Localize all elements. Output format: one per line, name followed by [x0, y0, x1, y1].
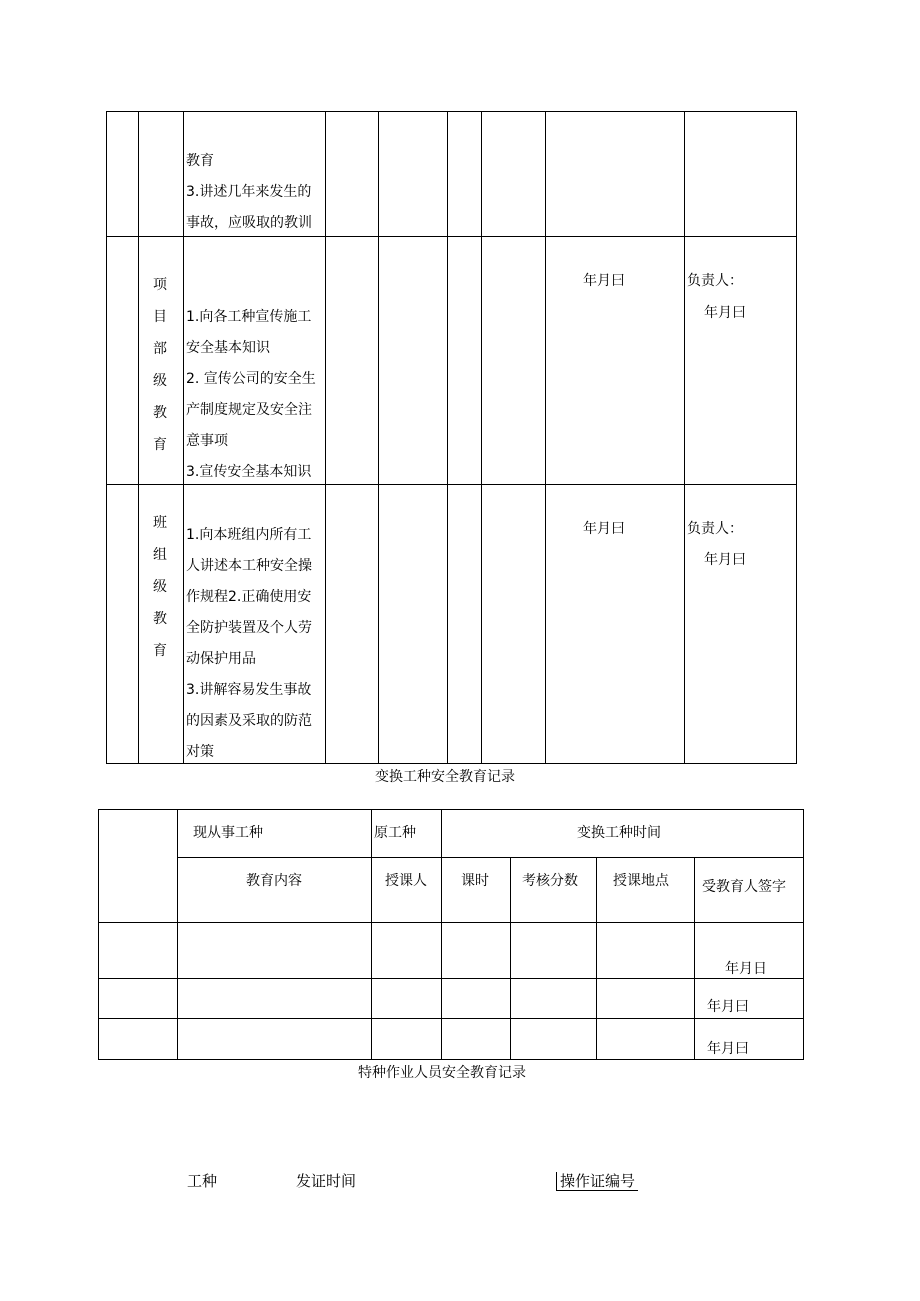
table-line: [138, 111, 139, 764]
label-char: 教: [153, 611, 167, 627]
table-line: [596, 857, 597, 1060]
date-text: 年月曰: [583, 273, 625, 289]
table-line: [684, 111, 685, 764]
table-line: [98, 809, 804, 810]
table-line: [378, 111, 379, 764]
header-education-content: 教育内容: [246, 873, 302, 889]
table-line: [98, 1018, 804, 1019]
label-char: 育: [153, 437, 167, 453]
date-text: 年月曰: [704, 552, 746, 568]
education-content-cell: 1.向各工种宣传施工 安全基本知识 2. 宣传公司的安全生 产制度规定及安全注 意事项 3.宣传安全基本知识: [186, 309, 316, 480]
table-line: [441, 809, 442, 1060]
label-char: 班: [153, 515, 167, 531]
signature-date: 年月日: [725, 961, 767, 977]
responsible-label: 负责人：: [687, 273, 743, 289]
date-text: 年月曰: [583, 521, 625, 537]
table-line: [325, 111, 326, 764]
label-char: 目: [153, 309, 167, 325]
signature-date: 年月曰: [707, 1041, 749, 1057]
label-char: 组: [153, 547, 167, 563]
table-line: [177, 809, 178, 1060]
table-line: [545, 111, 546, 764]
table-line: [183, 111, 184, 764]
header-lecturer: 授课人: [385, 873, 427, 889]
education-content-cell: 1.向本班组内所有工 人讲述本工种安全操 作规程2.正确使用安 全防护装置及个人劳 动保护用品 3.讲解容易发生事故 的因素及采取的防范 对策: [186, 527, 312, 760]
header-signature: 受教育人签字: [702, 879, 786, 895]
date-text: 年月曰: [704, 305, 746, 321]
header-original-job: 原工种: [374, 825, 416, 841]
row-label-project-level: [150, 278, 170, 470]
header-current-job: 现从事工种: [193, 825, 263, 841]
label-char: 级: [153, 373, 167, 389]
section-title-job-change: 变换工种安全教育记录: [375, 769, 515, 785]
table-line: [371, 809, 372, 1060]
table-line: [803, 809, 804, 1060]
responsible-label: 负责人：: [687, 521, 743, 537]
table-line: [510, 857, 511, 1060]
header-score: 考核分数: [522, 873, 578, 889]
field-cert-no: 操作证编号: [556, 1172, 638, 1191]
table-line: [98, 1059, 804, 1060]
table-line: [796, 111, 797, 764]
label-char: 部: [153, 341, 167, 357]
table-line: [98, 978, 804, 979]
row-label-team-level: [150, 516, 170, 676]
header-change-time: 变换工种时间: [577, 825, 661, 841]
label-char: 育: [153, 643, 167, 659]
header-hours: 课时: [461, 873, 489, 889]
table-line: [177, 857, 804, 858]
signature-date: 年月曰: [707, 999, 749, 1015]
field-issue-time: 发证时间: [296, 1172, 357, 1190]
field-job: 工种: [187, 1172, 218, 1190]
table-line: [694, 857, 695, 1060]
education-content-cell: 教育 3.讲述几年来发生的 事故，应吸取的教训: [186, 153, 312, 231]
table-line: [106, 111, 107, 764]
table-line: [447, 111, 448, 764]
section-title-special-operations: 特种作业人员安全教育记录: [358, 1065, 526, 1081]
label-char: 教: [153, 405, 167, 421]
label-char: 级: [153, 579, 167, 595]
table-line: [481, 111, 482, 764]
table-line: [98, 809, 99, 1060]
table-line: [106, 111, 797, 112]
label-char: 项: [153, 277, 167, 293]
table-line: [98, 922, 804, 923]
header-location: 授课地点: [613, 873, 669, 889]
